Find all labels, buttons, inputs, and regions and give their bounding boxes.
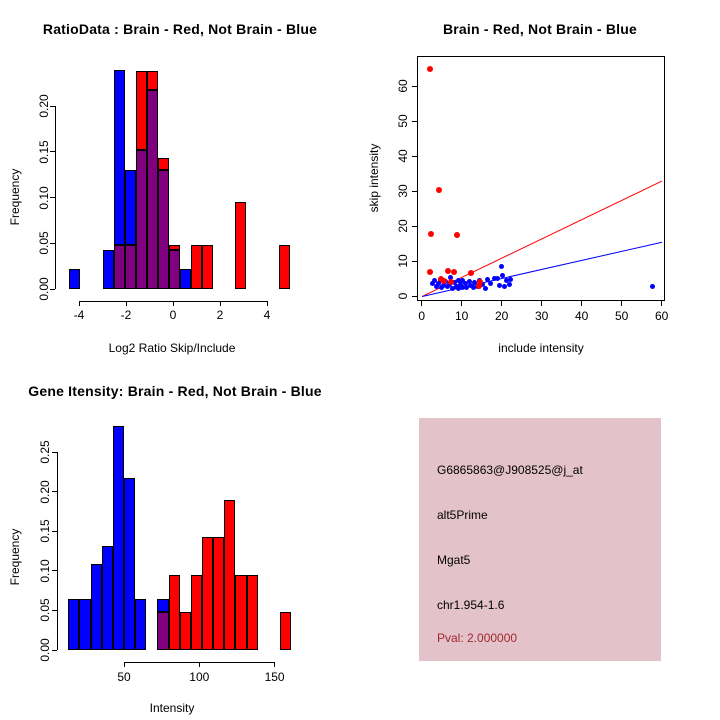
x-tick-label: 100 [189,670,210,684]
x-tick-label: 4 [263,308,271,322]
gene-histogram-title: Gene Itensity: Brain - Red, Not Brain - Blue [28,383,322,399]
ratio-histogram-title: RatioData : Brain - Red, Not Brain - Blue [42,21,318,37]
y-tick-label: 0.05 [38,598,52,623]
x-tick-label: -2 [120,308,132,322]
x-tick-label: 150 [264,670,285,684]
x-tick-label: 60 [655,309,669,323]
y-tick-label: 0.15 [38,519,52,543]
x-tick-label: 2 [216,308,224,322]
y-tick-label: 0.20 [38,479,52,504]
x-tick-label: -4 [73,308,85,322]
location-text: chr1.954-1.6 [437,598,505,612]
y-tick-label: 60 [396,79,410,93]
x-tick-label: 50 [615,309,629,323]
y-tick-label: 0.10 [38,559,52,583]
ratio-histogram-x-axis-label: Log2 Ratio Skip/Include [108,341,236,355]
scatter-title: Brain - Red, Not Brain - Blue [442,21,638,37]
y-tick-label: 0.00 [38,638,52,662]
x-tick-label: 10 [455,309,469,323]
y-tick-label: 40 [396,149,410,163]
gene-name-text: Mgat5 [437,553,471,567]
x-tick-label: 20 [495,309,509,323]
y-tick-label: 0.05 [37,231,51,255]
x-tick-label: 40 [575,309,589,323]
probe-id-text: G6865863@J908525@j_at [437,463,583,477]
y-tick-label: 0.10 [37,185,51,210]
x-tick-label: 50 [117,670,131,684]
y-tick-label: 0 [396,292,410,300]
info-box [419,418,661,661]
ratio-histogram-y-axis-label: Frequency [8,168,22,226]
y-tick-label: 0.25 [38,440,52,464]
x-tick-label: 0 [418,309,426,323]
x-tick-label: 30 [535,309,549,323]
pval-text: Pval: 2.000000 [437,631,518,645]
y-tick-label: 0.20 [37,94,51,118]
scatter-y-axis-label: skip intensity [367,143,381,213]
y-tick-label: 0.00 [37,277,51,301]
scatter-x-axis-label: include intensity [498,341,584,355]
y-tick-label: 20 [396,219,410,233]
y-tick-label: 0.15 [37,140,51,164]
y-tick-label: 50 [396,114,410,128]
gene-histogram-y-axis-label: Frequency [8,528,22,586]
y-tick-label: 10 [396,254,410,268]
event-type-text: alt5Prime [437,508,488,522]
x-tick-label: 0 [169,308,177,322]
y-tick-label: 30 [396,184,410,198]
gene-histogram-x-axis-label: Intensity [149,701,195,715]
